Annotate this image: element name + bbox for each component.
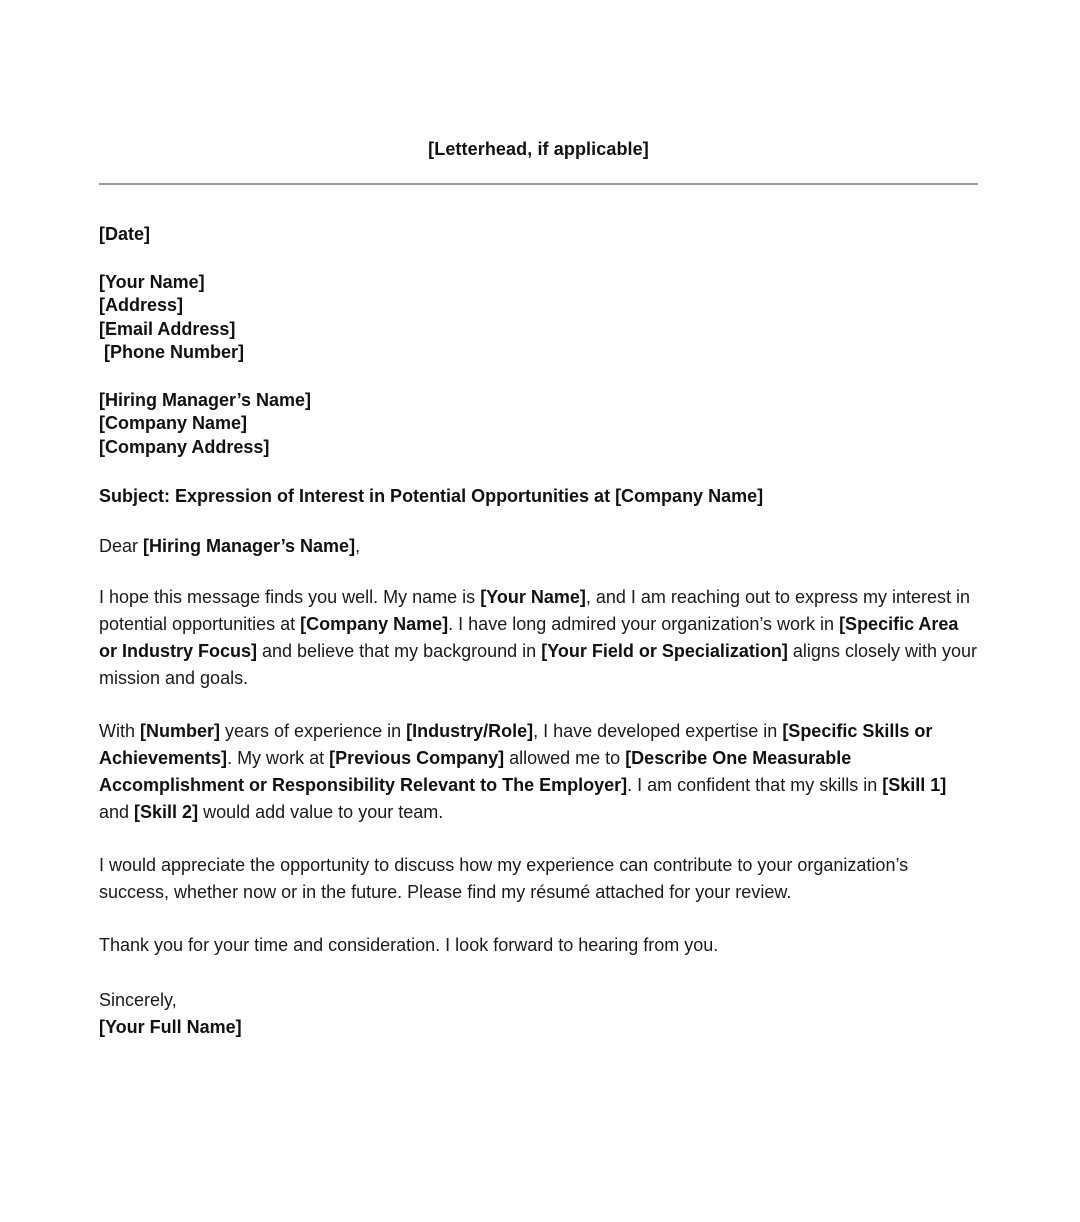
sender-name-line: [Your Name] bbox=[99, 271, 205, 292]
p2-placeholder-number: [Number] bbox=[140, 721, 221, 741]
p2-text-5: allowed me to bbox=[504, 748, 626, 768]
p2-text-2: years of experience in bbox=[220, 721, 407, 741]
recipient-address-line: [Company Address] bbox=[99, 436, 270, 457]
p2-text-8: would add value to your team. bbox=[198, 802, 444, 822]
p1-text-3: . I have long admired your organization’s work in bbox=[448, 614, 840, 634]
body-paragraph-1 bbox=[99, 584, 978, 692]
salutation-line bbox=[99, 534, 978, 558]
salutation-greeting: Dear bbox=[99, 536, 144, 556]
recipient-manager-line: [Hiring Manager’s Name] bbox=[99, 389, 312, 410]
p1-text-4: and believe that my background in bbox=[257, 641, 542, 661]
p1-text-1: I hope this message finds you well. My name is bbox=[99, 587, 481, 607]
p2-text-1: With bbox=[99, 721, 141, 741]
p1-placeholder-your-name: [Your Name] bbox=[480, 587, 586, 607]
salutation-recipient-name: [Hiring Manager’s Name] bbox=[143, 536, 356, 556]
p2-placeholder-previous-company: [Previous Company] bbox=[329, 748, 505, 768]
p1-text-2: , and I am reaching out to express my interest in potential opportunities at bbox=[99, 587, 971, 634]
recipient-company-line: [Company Name] bbox=[99, 413, 248, 433]
body-paragraph-2 bbox=[99, 718, 978, 826]
p1-placeholder-company-name: [Company Name] bbox=[300, 614, 449, 634]
p1-placeholder-field-specialization: [Your Field or Specialization] bbox=[541, 641, 788, 661]
p2-placeholder-skills-achievements: [Specific Skills or Achievements] bbox=[99, 721, 933, 768]
p2-text-6: . I am confident that my skills in bbox=[627, 775, 883, 795]
p2-text-3: , I have developed expertise in bbox=[533, 721, 783, 741]
p1-placeholder-industry-focus: [Specific Area or Industry Focus] bbox=[99, 614, 959, 661]
p2-placeholder-accomplishment: [Describe One Measurable Accomplishment or Responsibility Relevant to The Employer] bbox=[99, 748, 852, 795]
date-line: [Date] bbox=[99, 224, 151, 244]
p2-placeholder-skill-2: [Skill 2] bbox=[134, 802, 199, 822]
closing-full-name: [Your Full Name] bbox=[99, 1017, 242, 1037]
salutation-punctuation: , bbox=[355, 536, 361, 556]
header-divider bbox=[99, 183, 978, 185]
subject-line: Subject: Expression of Interest in Potential Opportunities at [Company Name] bbox=[99, 486, 764, 506]
closing-block bbox=[99, 987, 978, 1041]
sender-address-line: [Address] bbox=[99, 295, 184, 315]
body-paragraph-4: Thank you for your time and consideration. I look forward to hearing from you. bbox=[99, 935, 719, 955]
body-paragraph-3: I would appreciate the opportunity to discuss how my experience can contribute to your organization’s success, whether now or in the future. Please find my résumé attached for your review. bbox=[99, 855, 909, 902]
letter-body bbox=[99, 0, 978, 1041]
p1-text-5: aligns closely with your mission and goals. bbox=[99, 641, 977, 688]
p2-text-7: and bbox=[99, 802, 135, 822]
recipient-address-block bbox=[99, 389, 978, 460]
p2-placeholder-industry-role: [Industry/Role] bbox=[406, 721, 534, 741]
letterhead-title: [Letterhead, if applicable] bbox=[428, 139, 649, 159]
sender-address-block bbox=[99, 271, 978, 365]
p2-text-4: . My work at bbox=[227, 748, 330, 768]
date-block bbox=[99, 223, 978, 247]
p2-placeholder-skill-1: [Skill 1] bbox=[882, 775, 947, 795]
sender-email-line: [Email Address] bbox=[99, 318, 236, 339]
closing-signoff: Sincerely, bbox=[99, 990, 177, 1010]
sender-phone-line: [Phone Number] bbox=[99, 342, 245, 362]
